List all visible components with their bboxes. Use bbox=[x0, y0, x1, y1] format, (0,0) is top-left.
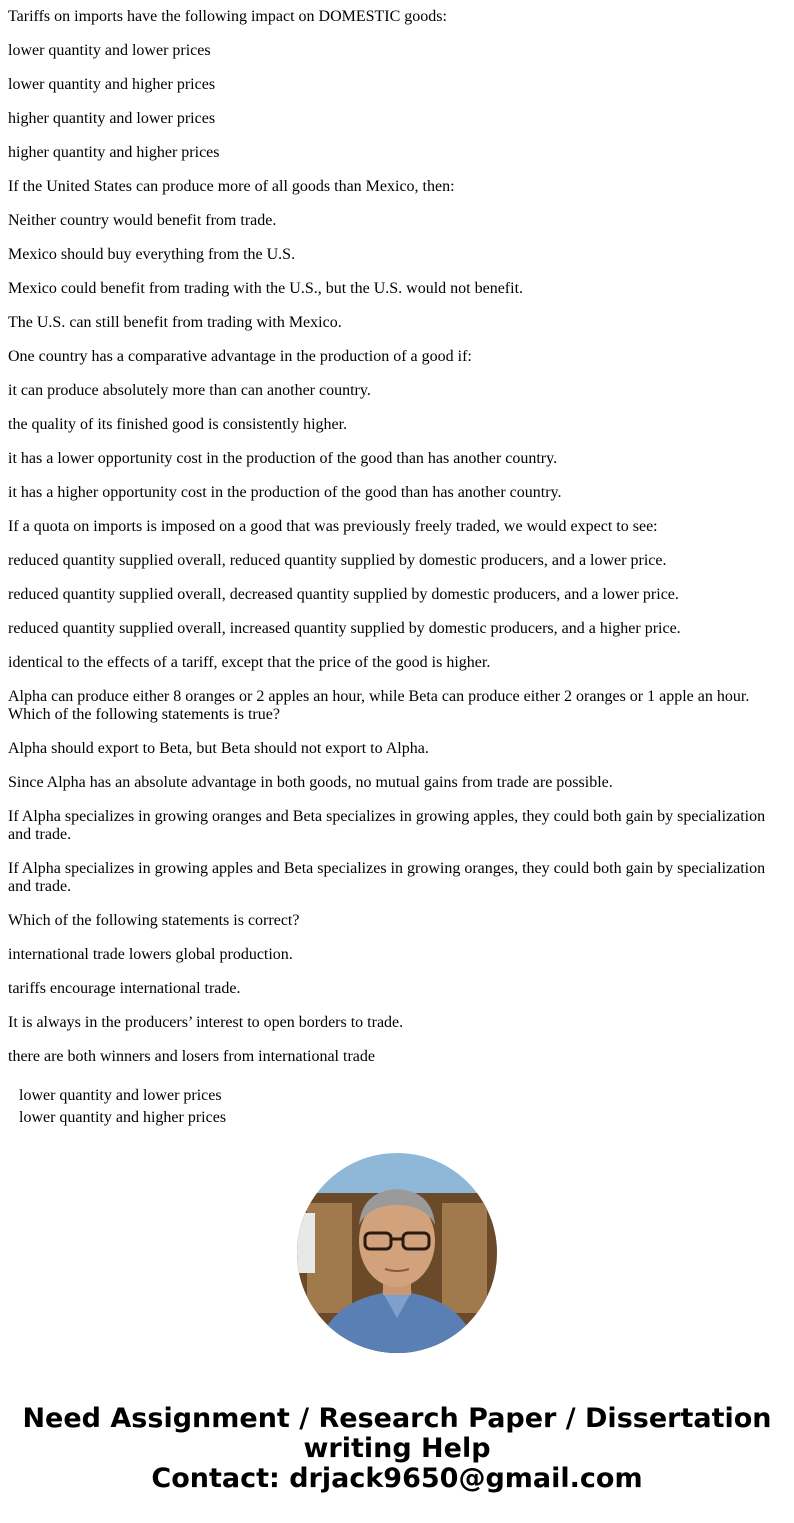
answer-option: higher quantity and higher prices bbox=[8, 144, 220, 161]
answer-option: Neither country would benefit from trade. bbox=[8, 212, 277, 229]
answer-option: lower quantity and lower prices bbox=[8, 42, 211, 59]
answer-option: identical to the effects of a tariff, except that the price of the good is higher. bbox=[8, 654, 491, 671]
contact-email: Contact: drjack9650@gmail.com bbox=[151, 1463, 643, 1494]
question-text: Which of the following statements is correct? bbox=[8, 912, 300, 929]
answer-option: it can produce absolutely more than can another country. bbox=[8, 382, 371, 399]
answer-option: the quality of its finished good is consistently higher. bbox=[8, 416, 348, 433]
answer-select-box[interactable] bbox=[19, 1085, 319, 1129]
answer-option: lower quantity and higher prices bbox=[8, 76, 216, 93]
answer-option: It is always in the producers’ interest to open borders to trade. bbox=[8, 1014, 404, 1031]
answer-option: Since Alpha has an absolute advantage in both goods, no mutual gains from trade are possible. bbox=[8, 774, 613, 791]
answer-option: there are both winners and losers from international trade bbox=[8, 1048, 375, 1065]
answer-option: Mexico could benefit from trading with the U.S., but the U.S. would not benefit. bbox=[8, 280, 524, 297]
answer-option: international trade lowers global production. bbox=[8, 946, 293, 963]
question-text: Tariffs on imports have the following impact on DOMESTIC goods: bbox=[8, 8, 447, 25]
answer-option: it has a lower opportunity cost in the production of the good than has another country. bbox=[8, 450, 558, 467]
answer-option: reduced quantity supplied overall, decreased quantity supplied by domestic producers, and a lower price. bbox=[8, 586, 679, 603]
answer-option: Mexico should buy everything from the U.S. bbox=[8, 246, 296, 263]
person-photo-icon bbox=[297, 1153, 497, 1353]
question-text: Alpha can produce either 8 oranges or 2 apples an hour, while Beta can produce either 2 oranges or 1 apple an hour. Which of the following statements is true? bbox=[8, 688, 750, 723]
question-text: One country has a comparative advantage in the production of a good if: bbox=[8, 348, 472, 365]
answer-option: higher quantity and lower prices bbox=[8, 110, 216, 127]
avatar bbox=[297, 1153, 497, 1353]
answer-option: Alpha should export to Beta, but Beta should not export to Alpha. bbox=[8, 740, 429, 757]
contact-banner bbox=[0, 1404, 794, 1494]
answer-option: reduced quantity supplied overall, reduced quantity supplied by domestic producers, and a lower price. bbox=[8, 552, 667, 569]
banner-line: Need Assignment / Research Paper / Dissertation bbox=[22, 1403, 772, 1434]
select-option[interactable]: lower quantity and lower prices bbox=[19, 1087, 222, 1104]
question-text: If the United States can produce more of all goods than Mexico, then: bbox=[8, 178, 455, 195]
answer-option: The U.S. can still benefit from trading with Mexico. bbox=[8, 314, 342, 331]
answer-option: tariffs encourage international trade. bbox=[8, 980, 241, 997]
answer-option: If Alpha specializes in growing oranges and Beta specializes in growing apples, they could both gain by specialization and trade. bbox=[8, 808, 766, 843]
answer-option: it has a higher opportunity cost in the production of the good than has another country. bbox=[8, 484, 562, 501]
question-text: If a quota on imports is imposed on a good that was previously freely traded, we would expect to see: bbox=[8, 518, 658, 535]
answer-option: reduced quantity supplied overall, increased quantity supplied by domestic producers, and a higher price. bbox=[8, 620, 681, 637]
answer-option: If Alpha specializes in growing apples and Beta specializes in growing oranges, they could both gain by specialization and trade. bbox=[8, 860, 766, 895]
select-option[interactable]: lower quantity and higher prices bbox=[19, 1109, 227, 1126]
banner-line: writing Help bbox=[303, 1433, 491, 1464]
